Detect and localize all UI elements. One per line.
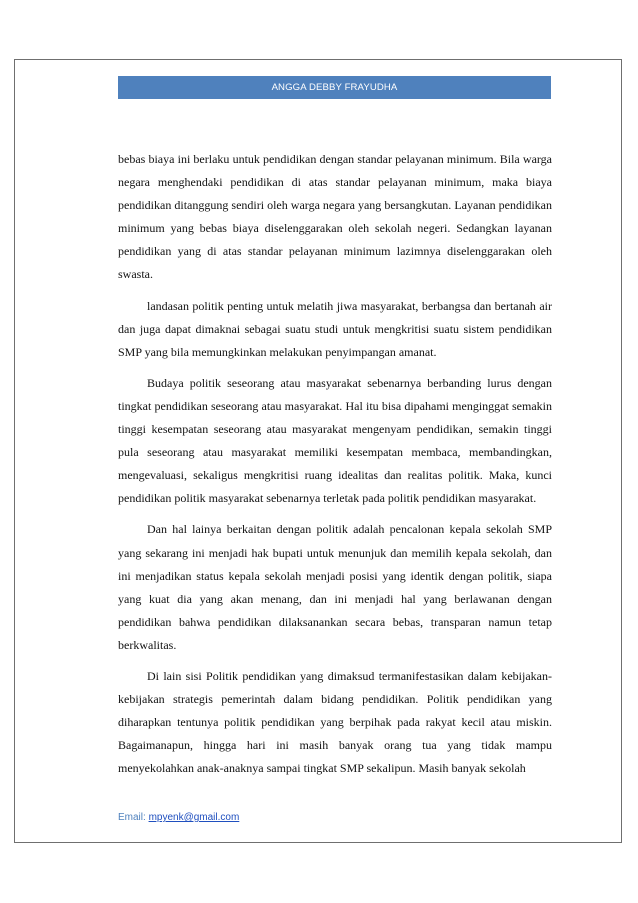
paragraph-1: bebas biaya ini berlaku untuk pendidikan dengan standar pelayanan minimum. Bila warga negara menghendaki pendidikan di atas standar pelayanan minimum, maka biaya pendidikan ditanggung sendiri oleh warga negara yang bersangkutan. Layanan pendidikan minimum yang bebas biaya diselenggarakan oleh sekolah negeri. Sedangkan layanan pendidikan yang di atas standar pelayanan minimum lazimnya diselenggarakan oleh swasta.	[118, 152, 552, 282]
header-bar	[118, 76, 551, 99]
paragraph-5: Di lain sisi Politik pendidikan yang dimaksud termanifestasikan dalam kebijakan-kebijakan strategis pemerintah dalam bidang pendidikan. Politik pendidikan yang diharapkan tentunya politik pendidikan yang berpihak pada rakyat kecil atau miskin. Bagaimanapun, hingga hari ini masih banyak orang tua yang tidak mampu menyekolahkan anak-anaknya sampai tingkat SMP sekalipun. Masih banyak sekolah	[118, 668, 552, 776]
footer-email-label: Email:	[118, 812, 149, 823]
paragraph-3: Budaya politik seseorang atau masyarakat sebenarnya berbanding lurus dengan tingkat pendidikan seseorang atau masyarakat. Hal itu bisa dipahami menginggat semakin tinggi kesempatan seseorang atau masyarakat mengenyam pendidikan, semakin tinggi pula seseorang atau masyarakat memiliki kesempatan membaca, membandingkan, mengevaluasi, sekaligus mengkritisi ruang idealitas dan realitas politik. Maka, kunci pendidikan politik masyarakat sebenarnya terletak pada politik pendidikan masyarakat.	[118, 375, 552, 506]
footer-email-link[interactable]: mpyenk@gmail.com	[148, 812, 240, 823]
header-title: ANGGA DEBBY FRAYUDHA	[271, 82, 398, 93]
paragraph-2: landasan politik penting untuk melatih jiwa masyarakat, berbangsa dan bertanah air dan juga dapat dimaknai sebagai suatu studi untuk mengkritisi suatu sistem pendidikan SMP yang bila memungkinkan melakukan penyimpangan amanat.	[118, 298, 552, 359]
document-body	[118, 148, 552, 788]
paragraph-4: Dan hal lainya berkaitan dengan politik adalah pencalonan kepala sekolah SMP yang sekarang ini menjadi hak bupati untuk menunjuk dan memilih kepala sekolah, dan ini menjadikan status kepala sekolah menjadi posisi yang identik dengan politik, siapa yang kuat dia yang akan menang, dan ini menjadi hal yang berlawanan dengan pendidikan bahwa pendidikan dilaksanankan secara bebas, transparan namun tetap berkwalitas.	[118, 522, 552, 652]
footer	[118, 812, 239, 823]
